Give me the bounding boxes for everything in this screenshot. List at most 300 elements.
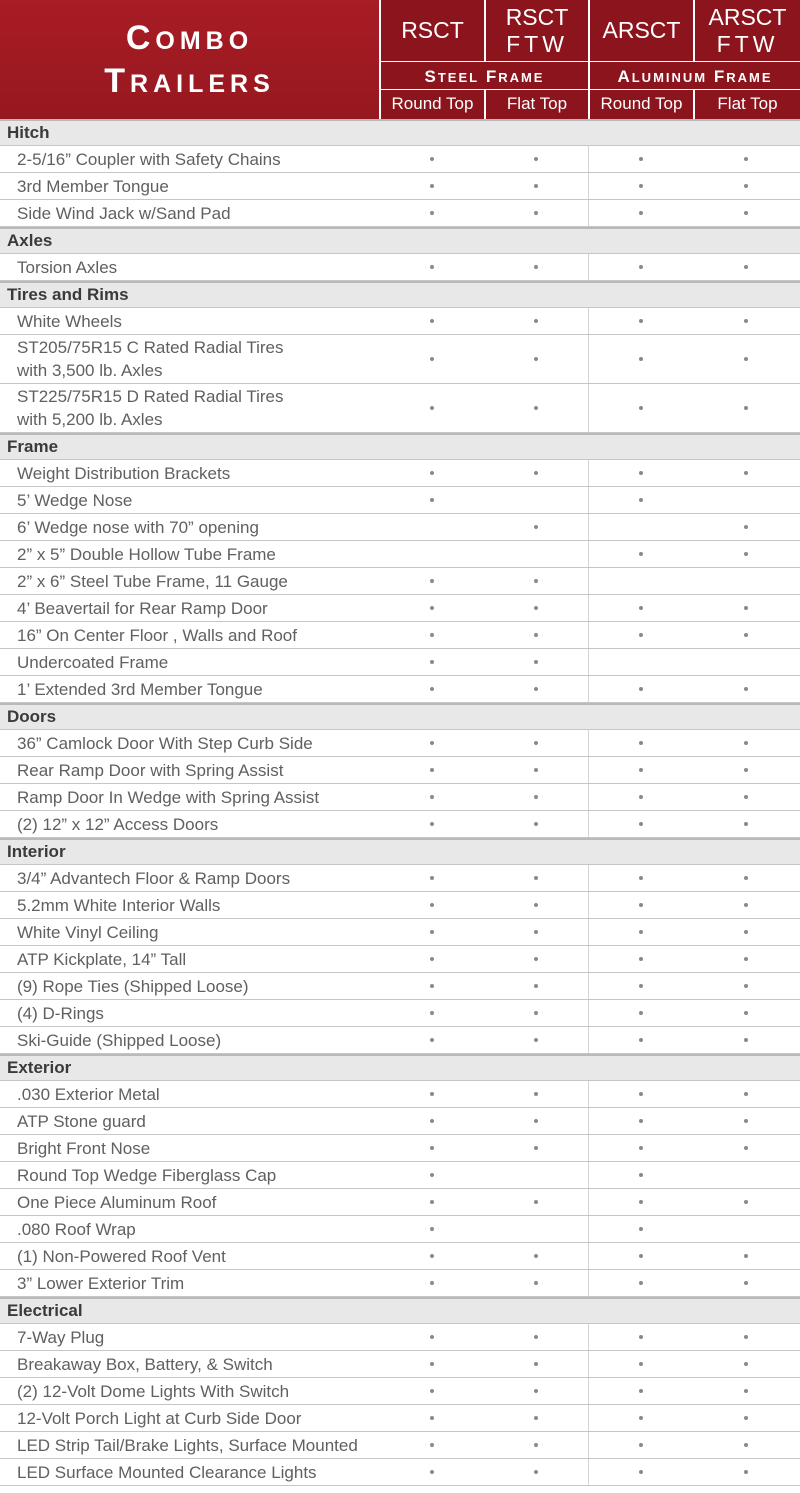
included-dot [639, 984, 643, 988]
included-dot [639, 1389, 643, 1393]
included-dot [639, 687, 643, 691]
included-dot [639, 1146, 643, 1150]
feature-row [0, 892, 800, 919]
included-dot [430, 211, 434, 215]
feature-row [0, 1162, 800, 1189]
column-divider [588, 1270, 589, 1296]
column-divider [588, 146, 589, 172]
included-dot [430, 471, 434, 475]
section-header [0, 838, 800, 865]
included-dot [430, 1281, 434, 1285]
feature-label: Rear Ramp Door with Spring Assist [17, 760, 284, 780]
column-divider [588, 384, 589, 432]
feature-label: ATP Stone guard [17, 1111, 146, 1131]
section-title: Hitch [7, 123, 50, 142]
included-dot [639, 1227, 643, 1231]
included-dot [430, 1416, 434, 1420]
column-divider [588, 173, 589, 199]
feature-label: (2) 12” x 12” Access Doors [17, 814, 219, 834]
feature-label: 16” On Center Floor , Walls and Roof [17, 625, 297, 645]
included-dot [639, 1254, 643, 1258]
feature-label: Ski-Guide (Shipped Loose) [17, 1030, 222, 1050]
included-dot [534, 984, 538, 988]
included-dot [744, 525, 748, 529]
column-divider [588, 892, 589, 918]
included-dot [639, 741, 643, 745]
included-dot [430, 406, 434, 410]
feature-row [0, 1081, 800, 1108]
included-dot [744, 1092, 748, 1096]
included-dot [430, 957, 434, 961]
feature-label: 3/4” Advantech Floor & Ramp Doors [17, 868, 291, 888]
included-dot [639, 822, 643, 826]
feature-row [0, 568, 800, 595]
included-dot [534, 1416, 538, 1420]
header-divider [588, 0, 590, 119]
feature-row [0, 1189, 800, 1216]
model-header-3 [590, 0, 693, 61]
included-dot [534, 795, 538, 799]
top-type-3: Round Top [590, 90, 693, 119]
column-divider [588, 811, 589, 837]
included-dot [744, 471, 748, 475]
included-dot [639, 1470, 643, 1474]
top-type-2: Flat Top [486, 90, 588, 119]
included-dot [430, 984, 434, 988]
feature-label: (4) D-Rings [17, 1003, 104, 1023]
section-title: Axles [7, 231, 53, 250]
included-dot [744, 606, 748, 610]
included-dot [534, 579, 538, 583]
feature-row [0, 146, 800, 173]
feature-label: .080 Roof Wrap [17, 1219, 136, 1239]
model-sub: FTW [506, 30, 568, 57]
feature-row [0, 1108, 800, 1135]
top-type-1: Round Top [381, 90, 484, 119]
column-divider [588, 730, 589, 756]
included-dot [639, 606, 643, 610]
included-dot [744, 319, 748, 323]
included-dot [534, 1254, 538, 1258]
included-dot [744, 930, 748, 934]
section-title: Frame [7, 437, 59, 456]
header-divider [484, 0, 486, 62]
included-dot [430, 1200, 434, 1204]
feature-row [0, 784, 800, 811]
included-dot [744, 1200, 748, 1204]
included-dot [534, 822, 538, 826]
column-divider [588, 335, 589, 383]
included-dot [744, 265, 748, 269]
column-divider [588, 676, 589, 702]
feature-label: Breakaway Box, Battery, & Switch [17, 1354, 273, 1374]
included-dot [639, 265, 643, 269]
feature-label: LED Strip Tail/Brake Lights, Surface Mounted [17, 1435, 358, 1455]
feature-label: Round Top Wedge Fiberglass Cap [17, 1165, 277, 1185]
included-dot [430, 768, 434, 772]
included-dot [430, 498, 434, 502]
feature-label: 3rd Member Tongue [17, 176, 169, 196]
column-divider [588, 1081, 589, 1107]
title-line-2: TRAILERS [104, 62, 275, 100]
included-dot [430, 1227, 434, 1231]
included-dot [744, 1011, 748, 1015]
feature-row [0, 730, 800, 757]
included-dot [430, 1092, 434, 1096]
included-dot [744, 741, 748, 745]
feature-row [0, 173, 800, 200]
feature-row [0, 200, 800, 227]
included-dot [430, 876, 434, 880]
included-dot [744, 1416, 748, 1420]
feature-label: White Wheels [17, 311, 122, 331]
included-dot [430, 687, 434, 691]
section-title: Exterior [7, 1058, 72, 1077]
column-divider [588, 1351, 589, 1377]
included-dot [534, 525, 538, 529]
feature-label: Side Wind Jack w/Sand Pad [17, 203, 231, 223]
feature-row [0, 919, 800, 946]
included-dot [639, 930, 643, 934]
feature-row [0, 1405, 800, 1432]
included-dot [639, 471, 643, 475]
feature-label: 36” Camlock Door With Step Curb Side [17, 733, 313, 753]
feature-label: Weight Distribution Brackets [17, 463, 231, 483]
column-divider [588, 1405, 589, 1431]
included-dot [744, 768, 748, 772]
included-dot [639, 1011, 643, 1015]
feature-label: .030 Exterior Metal [17, 1084, 160, 1104]
included-dot [430, 1038, 434, 1042]
included-dot [430, 1011, 434, 1015]
included-dot [744, 957, 748, 961]
included-dot [534, 1011, 538, 1015]
included-dot [639, 357, 643, 361]
included-dot [639, 795, 643, 799]
included-dot [430, 357, 434, 361]
feature-row [0, 308, 800, 335]
included-dot [430, 1470, 434, 1474]
included-dot [744, 1281, 748, 1285]
feature-row [0, 865, 800, 892]
feature-row [0, 335, 800, 384]
section-header [0, 1054, 800, 1081]
top-type-4: Flat Top [695, 90, 800, 119]
included-dot [430, 157, 434, 161]
section-header [0, 227, 800, 254]
included-dot [534, 1362, 538, 1366]
included-dot [534, 1335, 538, 1339]
included-dot [430, 606, 434, 610]
included-dot [534, 319, 538, 323]
feature-label: (9) Rope Ties (Shipped Loose) [17, 976, 249, 996]
included-dot [534, 606, 538, 610]
included-dot [430, 1443, 434, 1447]
included-dot [639, 1281, 643, 1285]
feature-row [0, 460, 800, 487]
feature-label: LED Surface Mounted Clearance Lights [17, 1462, 317, 1482]
included-dot [744, 184, 748, 188]
included-dot [430, 265, 434, 269]
feature-row [0, 384, 800, 433]
model-header-1 [381, 0, 484, 61]
included-dot [534, 660, 538, 664]
included-dot [430, 1335, 434, 1339]
column-divider [588, 254, 589, 280]
included-dot [430, 1119, 434, 1123]
included-dot [430, 1389, 434, 1393]
frame-band-steel: STEEL FRAME [381, 62, 588, 89]
feature-label: 3” Lower Exterior Trim [17, 1273, 185, 1293]
model-name: RSCT [401, 17, 464, 43]
column-divider [588, 487, 589, 513]
feature-row [0, 1378, 800, 1405]
feature-row [0, 1216, 800, 1243]
feature-row [0, 1432, 800, 1459]
feature-label: 2” x 6” Steel Tube Frame, 11 Gauge [17, 571, 288, 591]
included-dot [430, 795, 434, 799]
included-dot [639, 319, 643, 323]
included-dot [534, 157, 538, 161]
included-dot [430, 822, 434, 826]
feature-label: 5.2mm White Interior Walls [17, 895, 221, 915]
feature-label: 6’ Wedge nose with 70” opening [17, 517, 259, 537]
included-dot [744, 1119, 748, 1123]
feature-label: Ramp Door In Wedge with Spring Assist [17, 787, 320, 807]
included-dot [534, 357, 538, 361]
included-dot [430, 184, 434, 188]
feature-label: (2) 12-Volt Dome Lights With Switch [17, 1381, 290, 1401]
section-title: Doors [7, 707, 57, 726]
included-dot [744, 406, 748, 410]
included-dot [639, 498, 643, 502]
column-divider [588, 919, 589, 945]
feature-row [0, 595, 800, 622]
included-dot [744, 211, 748, 215]
column-divider [588, 1108, 589, 1134]
feature-row [0, 973, 800, 1000]
included-dot [639, 1335, 643, 1339]
included-dot [430, 1362, 434, 1366]
included-dot [534, 633, 538, 637]
included-dot [430, 741, 434, 745]
column-divider [588, 541, 589, 567]
included-dot [744, 876, 748, 880]
feature-label: One Piece Aluminum Roof [17, 1192, 217, 1212]
feature-label: ST205/75R15 C Rated Radial Tires with 3,500 lb. Axles [17, 338, 284, 380]
included-dot [534, 211, 538, 215]
column-divider [588, 595, 589, 621]
included-dot [744, 984, 748, 988]
section-header [0, 281, 800, 308]
included-dot [744, 1389, 748, 1393]
column-divider [588, 784, 589, 810]
included-dot [639, 1092, 643, 1096]
feature-row [0, 757, 800, 784]
column-divider [588, 622, 589, 648]
feature-label: Torsion Axles [17, 257, 118, 277]
column-divider [588, 1027, 589, 1053]
included-dot [744, 1038, 748, 1042]
feature-label: ST225/75R15 D Rated Radial Tires with 5,200 lb. Axles [17, 387, 284, 429]
column-divider [588, 1459, 589, 1485]
column-divider [588, 757, 589, 783]
column-divider [588, 1324, 589, 1350]
included-dot [744, 822, 748, 826]
included-dot [639, 1173, 643, 1177]
feature-row [0, 676, 800, 703]
included-dot [639, 157, 643, 161]
included-dot [639, 957, 643, 961]
frame-band-aluminum: ALUMINUM FRAME [590, 62, 800, 89]
included-dot [744, 1146, 748, 1150]
included-dot [744, 157, 748, 161]
column-divider [588, 308, 589, 334]
feature-row [0, 541, 800, 568]
feature-row [0, 1027, 800, 1054]
column-divider [588, 1135, 589, 1161]
feature-row [0, 649, 800, 676]
included-dot [639, 1362, 643, 1366]
column-divider [588, 1216, 589, 1242]
header-divider [379, 0, 381, 119]
included-dot [639, 903, 643, 907]
feature-label: 12-Volt Porch Light at Curb Side Door [17, 1408, 302, 1428]
feature-row [0, 946, 800, 973]
feature-label: Bright Front Nose [17, 1138, 151, 1158]
included-dot [744, 1470, 748, 1474]
feature-row [0, 1324, 800, 1351]
included-dot [534, 1470, 538, 1474]
feature-row [0, 811, 800, 838]
feature-label: White Vinyl Ceiling [17, 922, 159, 942]
header-divider [381, 89, 800, 90]
title-line-1: COMBO [125, 19, 254, 57]
included-dot [639, 1038, 643, 1042]
included-dot [534, 687, 538, 691]
included-dot [744, 795, 748, 799]
included-dot [430, 1173, 434, 1177]
feature-row [0, 1270, 800, 1297]
included-dot [744, 687, 748, 691]
feature-row [0, 254, 800, 281]
feature-label: ATP Kickplate, 14” Tall [17, 949, 187, 969]
column-divider [588, 1243, 589, 1269]
included-dot [534, 1119, 538, 1123]
section-title: Interior [7, 842, 66, 861]
included-dot [639, 184, 643, 188]
feature-label: 4’ Beavertail for Rear Ramp Door [17, 598, 268, 618]
feature-row [0, 514, 800, 541]
feature-row [0, 1351, 800, 1378]
header-divider [484, 90, 486, 119]
included-dot [744, 552, 748, 556]
title-block [0, 0, 379, 119]
included-dot [534, 184, 538, 188]
included-dot [430, 633, 434, 637]
header-divider [693, 90, 695, 119]
feature-row [0, 1459, 800, 1486]
column-divider [588, 1162, 589, 1188]
included-dot [534, 768, 538, 772]
feature-label: Undercoated Frame [17, 652, 169, 672]
column-divider [588, 460, 589, 486]
model-sub: FTW [716, 30, 779, 57]
feature-label: 5’ Wedge Nose [17, 490, 133, 510]
column-divider [588, 1432, 589, 1458]
included-dot [534, 1146, 538, 1150]
included-dot [430, 319, 434, 323]
included-dot [534, 406, 538, 410]
included-dot [430, 903, 434, 907]
included-dot [430, 1146, 434, 1150]
section-title: Tires and Rims [7, 285, 129, 304]
feature-row [0, 487, 800, 514]
feature-label: 2” x 5” Double Hollow Tube Frame [17, 544, 276, 564]
included-dot [534, 930, 538, 934]
column-divider [588, 200, 589, 226]
included-dot [534, 1038, 538, 1042]
column-divider [588, 1000, 589, 1026]
header-divider [693, 0, 695, 62]
included-dot [639, 211, 643, 215]
feature-row [0, 622, 800, 649]
included-dot [639, 1119, 643, 1123]
model-name: RSCT [505, 3, 569, 30]
included-dot [430, 579, 434, 583]
included-dot [744, 1362, 748, 1366]
model-header-2 [486, 0, 588, 61]
included-dot [534, 1200, 538, 1204]
included-dot [430, 660, 434, 664]
included-dot [744, 357, 748, 361]
section-header [0, 433, 800, 460]
feature-label: 1’ Extended 3rd Member Tongue [17, 679, 263, 699]
column-divider [588, 568, 589, 594]
included-dot [430, 930, 434, 934]
table-header [0, 0, 800, 119]
included-dot [639, 876, 643, 880]
feature-row [0, 1000, 800, 1027]
column-divider [588, 865, 589, 891]
included-dot [639, 1416, 643, 1420]
feature-label: 7-Way Plug [17, 1327, 105, 1347]
included-dot [744, 1254, 748, 1258]
column-divider [588, 946, 589, 972]
feature-label: 2-5/16” Coupler with Safety Chains [17, 149, 281, 169]
header-divider [381, 61, 800, 62]
included-dot [534, 1389, 538, 1393]
column-divider [588, 973, 589, 999]
included-dot [534, 1281, 538, 1285]
included-dot [744, 1335, 748, 1339]
included-dot [534, 741, 538, 745]
section-header [0, 119, 800, 146]
included-dot [534, 1092, 538, 1096]
included-dot [744, 903, 748, 907]
feature-row [0, 1135, 800, 1162]
included-dot [534, 471, 538, 475]
included-dot [639, 406, 643, 410]
included-dot [534, 903, 538, 907]
feature-row [0, 1243, 800, 1270]
included-dot [534, 957, 538, 961]
included-dot [744, 633, 748, 637]
included-dot [639, 633, 643, 637]
included-dot [639, 768, 643, 772]
included-dot [639, 1443, 643, 1447]
model-header-4 [695, 0, 800, 61]
